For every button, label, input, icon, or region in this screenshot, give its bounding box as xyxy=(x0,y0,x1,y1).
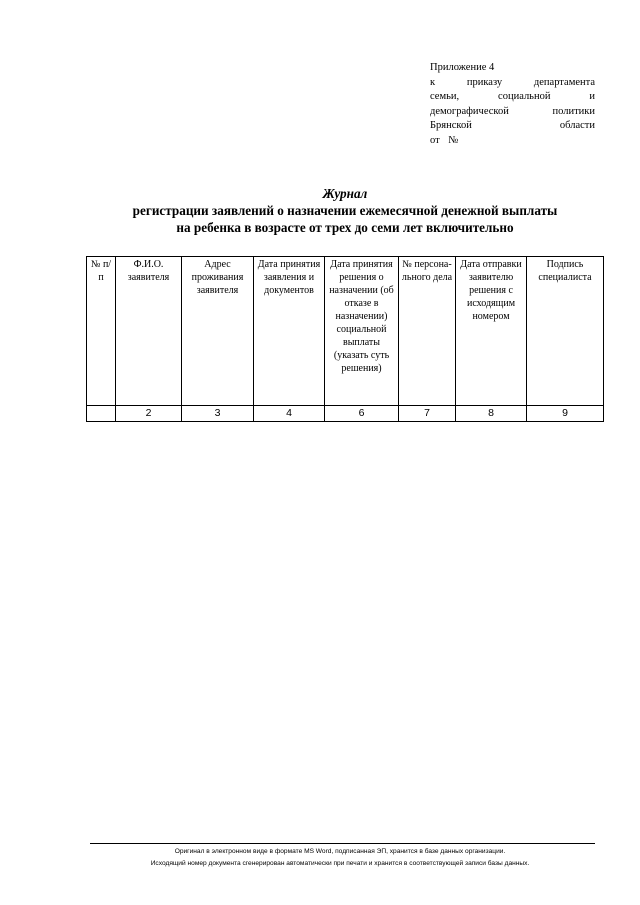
header-cell: Дата принятия решения о назначении (об отказе в назначении) социальной выплаты (указать суть решения) xyxy=(325,257,399,406)
title-line: на ребенка в возрасте от трех до семи лет включительно xyxy=(176,220,514,235)
appendix-line: семьи, социальной и xyxy=(430,91,595,102)
appendix-line: к приказу департамента xyxy=(430,76,595,88)
footer-line: Оригинал в электронном виде в формате MS Word, подписанная ЭП, хранится в базе данных организации. xyxy=(174,848,506,855)
appendix-block xyxy=(430,61,595,148)
header-cell: Подпись специалиста xyxy=(527,257,604,406)
number-cell: 8 xyxy=(456,406,527,422)
footer-note xyxy=(60,846,620,870)
appendix-line: Брянской области xyxy=(430,120,595,131)
number-cell xyxy=(87,406,116,422)
header-cell: № персона-льного дела xyxy=(399,257,456,406)
title-main: Журнал xyxy=(322,186,368,201)
header-cell: Адрес проживания заявителя xyxy=(182,257,254,406)
number-cell: 2 xyxy=(116,406,182,422)
number-cell: 4 xyxy=(254,406,325,422)
title-line: регистрации заявлений о назначении ежемесячной денежной выплаты xyxy=(132,203,558,218)
header-cell: Ф.И.О. заявителя xyxy=(116,257,182,406)
table-number-row xyxy=(87,406,604,422)
number-cell: 9 xyxy=(527,406,604,422)
header-cell: № п/п xyxy=(87,257,116,406)
appendix-line: Приложение 4 xyxy=(430,62,495,73)
footer-line: Исходящий номер документа сгенерирован автоматически при печати и хранится в соответствующей записи базы данных. xyxy=(150,860,530,867)
number-cell: 6 xyxy=(325,406,399,422)
journal-table xyxy=(86,256,604,422)
document-title xyxy=(40,185,640,236)
appendix-line: от № xyxy=(430,134,459,146)
header-cell: Дата отправки заявителю решения с исходящим номером xyxy=(456,257,527,406)
table-header-row xyxy=(87,257,604,406)
number-cell: 7 xyxy=(399,406,456,422)
header-cell: Дата принятия заявления и документов xyxy=(254,257,325,406)
appendix-line: демографической политики xyxy=(430,105,595,117)
number-cell: 3 xyxy=(182,406,254,422)
footer-divider xyxy=(90,843,595,844)
